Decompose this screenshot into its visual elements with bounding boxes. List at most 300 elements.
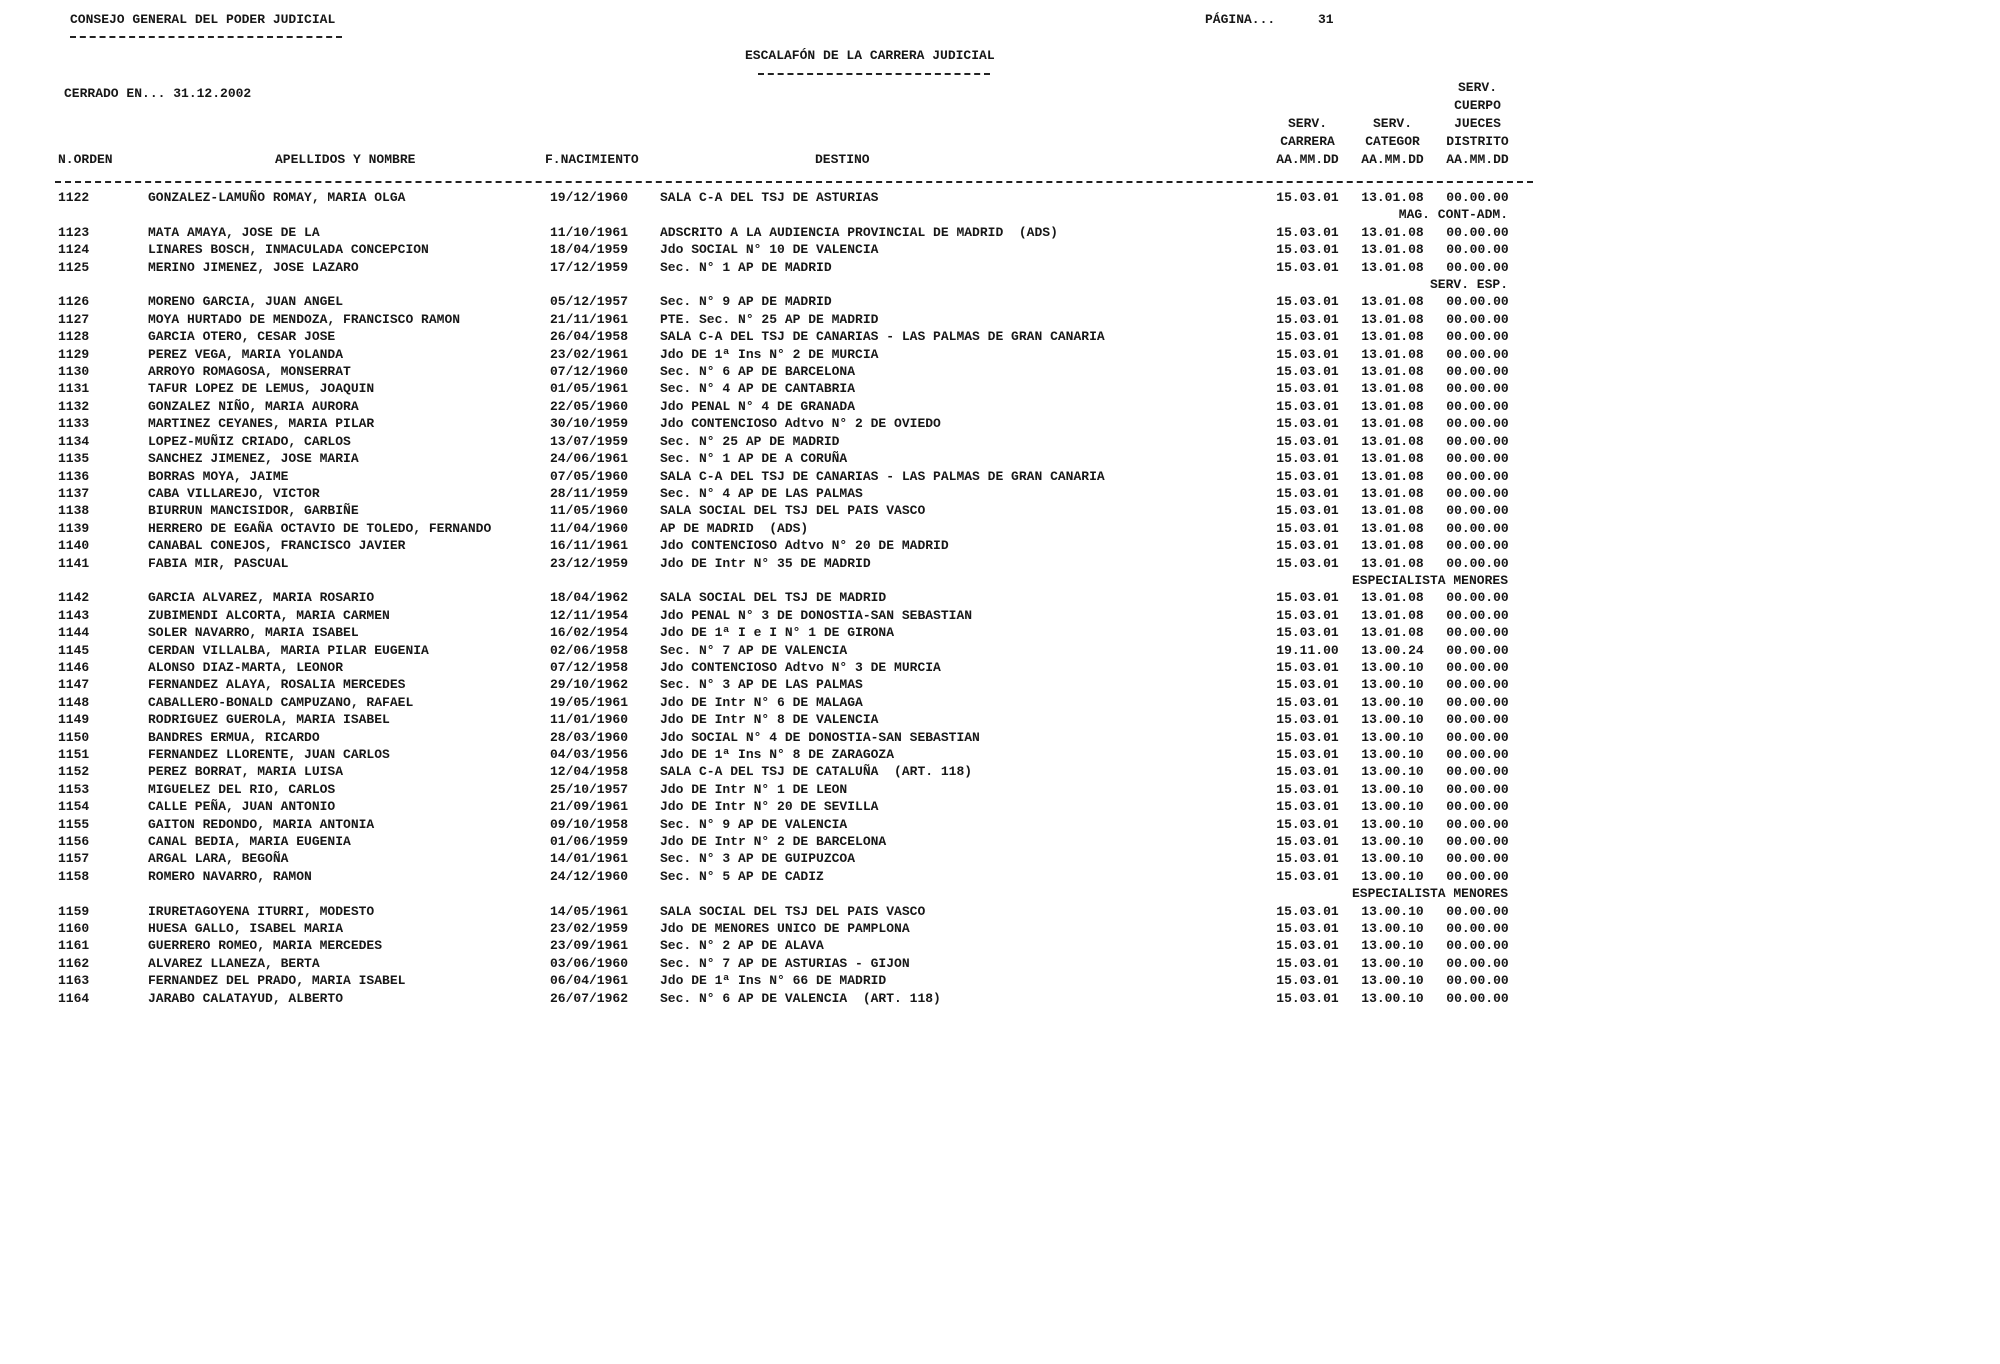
organization-title: CONSEJO GENERAL DEL PODER JUDICIAL — [70, 12, 336, 27]
col-header-distrito-line5: AA.MM.DD — [1446, 152, 1509, 167]
cell-n: 1149 — [58, 712, 90, 728]
table-row — [0, 399, 2000, 416]
cell-n: 1144 — [58, 625, 90, 641]
cell-c2: 13.00.10 — [1361, 729, 1424, 745]
cell-name: LOPEZ-MUÑIZ CRIADO, CARLOS — [148, 433, 351, 449]
cell-name: BIURRUN MANCISIDOR, GARBIÑE — [148, 503, 359, 519]
cell-c3: 00.00.00 — [1446, 190, 1509, 205]
table-row — [0, 991, 2000, 1008]
cell-name: MATA AMAYA, JOSE DE LA — [148, 224, 320, 240]
cell-destino: SALA C-A DEL TSJ DE CANARIAS - LAS PALMAS DE GRAN CANARIA — [660, 329, 1105, 345]
table-row — [0, 521, 2000, 538]
table-row — [0, 660, 2000, 677]
cell-name: GAITON REDONDO, MARIA ANTONIA — [148, 816, 375, 832]
cell-c2: 13.01.08 — [1361, 503, 1424, 519]
cell-c1: 15.03.01 — [1276, 485, 1339, 501]
table-row — [0, 747, 2000, 764]
cell-c3: 00.00.00 — [1446, 625, 1509, 641]
cell-c2: 13.01.08 — [1361, 381, 1424, 397]
cell-c2: 13.00.10 — [1361, 955, 1424, 971]
cell-destino: Sec. N° 2 AP DE ALAVA — [660, 938, 824, 954]
cell-c2: 13.00.10 — [1361, 851, 1424, 867]
cell-birth: 04/03/1956 — [550, 747, 629, 762]
cell-c3: 00.00.00 — [1446, 398, 1509, 414]
cell-n: 1136 — [58, 468, 90, 484]
cell-c3: 00.00.00 — [1446, 346, 1509, 362]
cell-c3: 00.00.00 — [1446, 433, 1509, 449]
cell-c3: 00.00.00 — [1446, 747, 1509, 762]
cell-destino: Sec. N° 7 AP DE VALENCIA — [660, 642, 848, 658]
cell-name: IRURETAGOYENA ITURRI, MODESTO — [148, 903, 375, 919]
cell-c1: 15.03.01 — [1276, 329, 1339, 345]
cell-name: SANCHEZ JIMENEZ, JOSE MARIA — [148, 451, 359, 467]
table-row — [0, 486, 2000, 503]
cell-name: GONZALEZ-LAMUÑO ROMAY, MARIA OLGA — [148, 190, 406, 205]
cell-c1: 15.03.01 — [1276, 416, 1339, 432]
cell-destino: Jdo DE Intr N° 8 DE VALENCIA — [660, 712, 879, 728]
cell-name: CABA VILLAREJO, VICTOR — [148, 485, 320, 501]
col-header-destino: DESTINO — [815, 152, 870, 167]
col-header-distrito-line4: DISTRITO — [1446, 134, 1509, 149]
cell-name: FERNANDEZ LLORENTE, JUAN CARLOS — [148, 747, 390, 762]
cell-c3: 00.00.00 — [1446, 834, 1509, 850]
cell-name: JARABO CALATAYUD, ALBERTO — [148, 990, 344, 1006]
note-row — [0, 886, 2000, 903]
cell-destino: Jdo DE 1ª Ins N° 66 DE MADRID — [660, 973, 887, 989]
cell-birth: 03/06/1960 — [550, 955, 629, 971]
cell-name: CABALLERO-BONALD CAMPUZANO, RAFAEL — [148, 694, 414, 710]
cell-name: GARCIA OTERO, CESAR JOSE — [148, 329, 336, 345]
cell-name: HUESA GALLO, ISABEL MARIA — [148, 921, 344, 937]
cell-destino: Jdo PENAL N° 3 DE DONOSTIA-SAN SEBASTIAN — [660, 607, 973, 623]
cell-n: 1137 — [58, 485, 90, 501]
cell-birth: 13/07/1959 — [550, 433, 629, 449]
cell-destino: Sec. N° 1 AP DE A CORUÑA — [660, 451, 848, 467]
cell-c2: 13.01.08 — [1361, 416, 1424, 432]
cell-c1: 15.03.01 — [1276, 607, 1339, 623]
cell-c1: 15.03.01 — [1276, 242, 1339, 258]
col-header-categor-line3: AA.MM.DD — [1361, 152, 1424, 167]
cell-birth: 24/12/1960 — [550, 868, 629, 884]
col-header-carrera-line3: AA.MM.DD — [1276, 152, 1339, 167]
category-note: SERV. ESP. — [1429, 277, 1508, 293]
cell-destino: Jdo DE MENORES UNICO DE PAMPLONA — [660, 921, 910, 937]
cell-n: 1155 — [58, 816, 90, 832]
cell-birth: 07/12/1960 — [550, 364, 629, 380]
cell-destino: Sec. N° 9 AP DE MADRID — [660, 294, 832, 310]
cell-destino: PTE. Sec. N° 25 AP DE MADRID — [660, 311, 879, 327]
cell-c3: 00.00.00 — [1446, 364, 1509, 380]
cell-birth: 23/12/1959 — [550, 555, 629, 571]
cell-c3: 00.00.00 — [1446, 712, 1509, 728]
table-row — [0, 294, 2000, 311]
cell-c2: 13.01.08 — [1361, 242, 1424, 258]
cell-destino: Jdo DE Intr N° 1 DE LEON — [660, 781, 848, 797]
cell-c1: 15.03.01 — [1276, 729, 1339, 745]
table-row — [0, 712, 2000, 729]
cell-birth: 11/10/1961 — [550, 224, 629, 240]
cell-n: 1140 — [58, 538, 90, 554]
cell-c1: 15.03.01 — [1276, 364, 1339, 380]
cell-c2: 13.01.08 — [1361, 224, 1424, 240]
cell-birth: 09/10/1958 — [550, 816, 629, 832]
cell-c3: 00.00.00 — [1446, 799, 1509, 815]
cell-birth: 11/05/1960 — [550, 503, 629, 519]
cell-c1: 15.03.01 — [1276, 190, 1339, 205]
cell-n: 1150 — [58, 729, 90, 745]
cell-destino: SALA SOCIAL DEL TSJ DE MADRID — [660, 590, 887, 606]
table-row — [0, 851, 2000, 868]
cell-name: BORRAS MOYA, JAIME — [148, 468, 289, 484]
cell-c2: 13.00.10 — [1361, 990, 1424, 1006]
cell-n: 1152 — [58, 764, 90, 780]
cell-n: 1135 — [58, 451, 90, 467]
cell-n: 1129 — [58, 346, 90, 362]
cell-c2: 13.01.08 — [1361, 625, 1424, 641]
category-note: ESPECIALISTA MENORES — [1351, 886, 1508, 902]
cell-c3: 00.00.00 — [1446, 677, 1509, 693]
cell-c2: 13.01.08 — [1361, 468, 1424, 484]
table-row — [0, 799, 2000, 816]
cell-birth: 12/11/1954 — [550, 607, 629, 623]
cell-c3: 00.00.00 — [1446, 242, 1509, 258]
cell-birth: 11/04/1960 — [550, 520, 629, 536]
cell-c2: 13.01.08 — [1361, 259, 1424, 275]
cell-c2: 13.01.08 — [1361, 451, 1424, 467]
cell-c2: 13.01.08 — [1361, 607, 1424, 623]
cell-c3: 00.00.00 — [1446, 485, 1509, 501]
cell-n: 1133 — [58, 416, 90, 432]
table-row — [0, 469, 2000, 486]
cell-name: ALONSO DIAZ-MARTA, LEONOR — [148, 659, 344, 675]
cell-c1: 15.03.01 — [1276, 555, 1339, 571]
cell-c1: 15.03.01 — [1276, 747, 1339, 762]
cell-c1: 15.03.01 — [1276, 503, 1339, 519]
cell-birth: 17/12/1959 — [550, 259, 629, 275]
cell-n: 1147 — [58, 677, 90, 693]
cell-c3: 00.00.00 — [1446, 224, 1509, 240]
cell-birth: 16/02/1954 — [550, 625, 629, 641]
cell-destino: Jdo DE Intr N° 35 DE MADRID — [660, 555, 871, 571]
cell-name: FERNANDEZ DEL PRADO, MARIA ISABEL — [148, 973, 406, 989]
cell-n: 1142 — [58, 590, 90, 606]
cell-c3: 00.00.00 — [1446, 868, 1509, 884]
page-label: PÁGINA... — [1205, 12, 1276, 27]
table-row — [0, 869, 2000, 886]
cell-n: 1153 — [58, 781, 90, 797]
cell-c1: 15.03.01 — [1276, 816, 1339, 832]
table-row — [0, 312, 2000, 329]
cell-c3: 00.00.00 — [1446, 555, 1509, 571]
table-row — [0, 242, 2000, 259]
cell-name: GUERRERO ROMEO, MARIA MERCEDES — [148, 938, 383, 954]
cell-destino: Jdo SOCIAL N° 10 DE VALENCIA — [660, 242, 879, 258]
cell-c2: 13.00.10 — [1361, 694, 1424, 710]
cell-name: BANDRES ERMUA, RICARDO — [148, 729, 320, 745]
cell-n: 1157 — [58, 851, 90, 867]
col-header-categor-line2: CATEGOR — [1365, 134, 1420, 149]
cell-c2: 13.00.10 — [1361, 799, 1424, 815]
cell-c3: 00.00.00 — [1446, 955, 1509, 971]
table-row — [0, 643, 2000, 660]
cell-c3: 00.00.00 — [1446, 294, 1509, 310]
cell-c2: 13.00.10 — [1361, 903, 1424, 919]
cell-name: SOLER NAVARRO, MARIA ISABEL — [148, 625, 359, 641]
cell-destino: Jdo CONTENCIOSO Adtvo N° 3 DE MURCIA — [660, 659, 941, 675]
cell-c1: 15.03.01 — [1276, 468, 1339, 484]
cell-c1: 15.03.01 — [1276, 625, 1339, 641]
cell-c2: 13.00.10 — [1361, 781, 1424, 797]
col-header-categor-line1: SERV. — [1372, 116, 1412, 131]
cell-birth: 26/07/1962 — [550, 990, 629, 1006]
cell-c1: 15.03.01 — [1276, 259, 1339, 275]
cell-birth: 07/12/1958 — [550, 659, 629, 675]
cell-birth: 23/09/1961 — [550, 938, 629, 954]
cell-destino: Sec. N° 5 AP DE CADIZ — [660, 868, 824, 884]
cell-destino: Sec. N° 4 AP DE CANTABRIA — [660, 381, 856, 397]
cell-c2: 13.01.08 — [1361, 398, 1424, 414]
cell-birth: 29/10/1962 — [550, 677, 629, 693]
cell-c2: 13.01.08 — [1361, 590, 1424, 606]
cell-c1: 19.11.00 — [1276, 642, 1339, 658]
cell-c2: 13.01.08 — [1361, 346, 1424, 362]
cell-name: FABIA MIR, PASCUAL — [148, 555, 289, 571]
table-row — [0, 434, 2000, 451]
cell-c1: 15.03.01 — [1276, 938, 1339, 954]
cell-c1: 15.03.01 — [1276, 764, 1339, 780]
table-row — [0, 538, 2000, 555]
cell-c2: 13.00.10 — [1361, 868, 1424, 884]
col-header-apellidos-nombre: APELLIDOS Y NOMBRE — [275, 152, 416, 167]
cell-birth: 19/12/1960 — [550, 190, 629, 205]
header-separator-line — [55, 181, 1533, 183]
cell-name: MERINO JIMENEZ, JOSE LAZARO — [148, 259, 359, 275]
cell-name: MARTINEZ CEYANES, MARIA PILAR — [148, 416, 375, 432]
cell-c3: 00.00.00 — [1446, 990, 1509, 1006]
cell-name: RODRIGUEZ GUEROLA, MARIA ISABEL — [148, 712, 390, 728]
cell-n: 1146 — [58, 659, 90, 675]
cell-c2: 13.00.10 — [1361, 834, 1424, 850]
cell-destino: SALA SOCIAL DEL TSJ DEL PAIS VASCO — [660, 503, 926, 519]
cell-c1: 15.03.01 — [1276, 955, 1339, 971]
cell-name: FERNANDEZ ALAYA, ROSALIA MERCEDES — [148, 677, 406, 693]
cell-birth: 06/04/1961 — [550, 973, 629, 989]
cell-c1: 15.03.01 — [1276, 538, 1339, 554]
cell-c2: 13.01.08 — [1361, 538, 1424, 554]
cell-c2: 13.00.10 — [1361, 747, 1424, 762]
col-header-carrera-line1: SERV. — [1287, 116, 1327, 131]
cell-name: CANAL BEDIA, MARIA EUGENIA — [148, 834, 351, 850]
cell-n: 1126 — [58, 294, 90, 310]
table-row — [0, 556, 2000, 573]
note-row — [0, 277, 2000, 294]
cell-destino: Sec. N° 25 AP DE MADRID — [660, 433, 840, 449]
cell-n: 1164 — [58, 990, 90, 1006]
cell-n: 1131 — [58, 381, 90, 397]
cell-c2: 13.00.10 — [1361, 764, 1424, 780]
table-row — [0, 190, 2000, 207]
closed-date-label: CERRADO EN... 31.12.2002 — [64, 86, 252, 101]
cell-c1: 15.03.01 — [1276, 398, 1339, 414]
cell-birth: 12/04/1958 — [550, 764, 629, 780]
page-number: 31 — [1318, 12, 1334, 27]
cell-destino: Sec. N° 9 AP DE VALENCIA — [660, 816, 848, 832]
cell-c2: 13.00.10 — [1361, 938, 1424, 954]
table-row — [0, 364, 2000, 381]
table-row — [0, 225, 2000, 242]
table-row — [0, 608, 2000, 625]
cell-destino: Sec. N° 3 AP DE LAS PALMAS — [660, 677, 863, 693]
cell-c1: 15.03.01 — [1276, 834, 1339, 850]
table-row — [0, 677, 2000, 694]
table-row — [0, 625, 2000, 642]
cell-destino: Jdo DE 1ª I e I N° 1 DE GIRONA — [660, 625, 895, 641]
cell-name: HERRERO DE EGAÑA OCTAVIO DE TOLEDO, FERNANDO — [148, 520, 492, 536]
cell-c3: 00.00.00 — [1446, 329, 1509, 345]
cell-n: 1148 — [58, 694, 90, 710]
cell-birth: 05/12/1957 — [550, 294, 629, 310]
cell-name: ROMERO NAVARRO, RAMON — [148, 868, 312, 884]
cell-c2: 13.01.08 — [1361, 433, 1424, 449]
cell-c3: 00.00.00 — [1446, 659, 1509, 675]
cell-c1: 15.03.01 — [1276, 851, 1339, 867]
table-row — [0, 782, 2000, 799]
cell-n: 1141 — [58, 555, 90, 571]
cell-name: LINARES BOSCH, INMACULADA CONCEPCION — [148, 242, 429, 258]
cell-c3: 00.00.00 — [1446, 903, 1509, 919]
cell-n: 1161 — [58, 938, 90, 954]
cell-c1: 15.03.01 — [1276, 520, 1339, 536]
cell-n: 1123 — [58, 224, 90, 240]
cell-c1: 15.03.01 — [1276, 677, 1339, 693]
cell-birth: 28/03/1960 — [550, 729, 629, 745]
table-row — [0, 956, 2000, 973]
cell-c3: 00.00.00 — [1446, 416, 1509, 432]
cell-c1: 15.03.01 — [1276, 903, 1339, 919]
cell-destino: AP DE MADRID (ADS) — [660, 520, 809, 536]
document-title-underline — [758, 73, 990, 75]
cell-birth: 18/04/1962 — [550, 590, 629, 606]
cell-name: MORENO GARCIA, JUAN ANGEL — [148, 294, 344, 310]
cell-n: 1125 — [58, 259, 90, 275]
cell-destino: Jdo DE 1ª Ins N° 8 DE ZARAGOZA — [660, 747, 895, 762]
cell-name: ALVAREZ LLANEZA, BERTA — [148, 955, 320, 971]
table-row — [0, 938, 2000, 955]
table-body — [0, 190, 2000, 1008]
cell-c1: 15.03.01 — [1276, 659, 1339, 675]
cell-name: PEREZ BORRAT, MARIA LUISA — [148, 764, 344, 780]
cell-birth: 18/04/1959 — [550, 242, 629, 258]
cell-c3: 00.00.00 — [1446, 921, 1509, 937]
cell-c2: 13.01.08 — [1361, 311, 1424, 327]
table-row — [0, 904, 2000, 921]
cell-birth: 23/02/1961 — [550, 346, 629, 362]
cell-birth: 21/09/1961 — [550, 799, 629, 815]
cell-n: 1138 — [58, 503, 90, 519]
cell-birth: 28/11/1959 — [550, 485, 629, 501]
cell-destino: Sec. N° 4 AP DE LAS PALMAS — [660, 485, 863, 501]
cell-c3: 00.00.00 — [1446, 311, 1509, 327]
cell-c2: 13.01.08 — [1361, 190, 1424, 205]
col-header-distrito-line2: CUERPO — [1454, 98, 1501, 113]
table-row — [0, 921, 2000, 938]
cell-c3: 00.00.00 — [1446, 468, 1509, 484]
col-header-distrito-line3: JUECES — [1454, 116, 1501, 131]
cell-name: MOYA HURTADO DE MENDOZA, FRANCISCO RAMON — [148, 311, 461, 327]
cell-birth: 01/05/1961 — [550, 381, 629, 397]
cell-destino: Sec. N° 7 AP DE ASTURIAS - GIJON — [660, 955, 910, 971]
cell-birth: 14/01/1961 — [550, 851, 629, 867]
cell-n: 1134 — [58, 433, 90, 449]
category-note: MAG. CONT-ADM. — [1398, 207, 1508, 223]
cell-c2: 13.01.08 — [1361, 520, 1424, 536]
cell-destino: SALA SOCIAL DEL TSJ DEL PAIS VASCO — [660, 903, 926, 919]
cell-c1: 15.03.01 — [1276, 590, 1339, 606]
cell-birth: 19/05/1961 — [550, 694, 629, 710]
cell-n: 1163 — [58, 973, 90, 989]
cell-name: CERDAN VILLALBA, MARIA PILAR EUGENIA — [148, 642, 429, 658]
table-row — [0, 695, 2000, 712]
cell-c2: 13.00.10 — [1361, 659, 1424, 675]
cell-c1: 15.03.01 — [1276, 224, 1339, 240]
cell-c1: 15.03.01 — [1276, 433, 1339, 449]
cell-n: 1156 — [58, 834, 90, 850]
cell-c1: 15.03.01 — [1276, 781, 1339, 797]
col-header-n-orden: N.ORDEN — [58, 152, 113, 167]
table-row — [0, 590, 2000, 607]
cell-n: 1158 — [58, 868, 90, 884]
cell-destino: Sec. N° 6 AP DE BARCELONA — [660, 364, 856, 380]
cell-destino: Jdo CONTENCIOSO Adtvo N° 20 DE MADRID — [660, 538, 949, 554]
cell-n: 1130 — [58, 364, 90, 380]
cell-c2: 13.01.08 — [1361, 294, 1424, 310]
cell-c1: 15.03.01 — [1276, 712, 1339, 728]
note-row — [0, 573, 2000, 590]
cell-c3: 00.00.00 — [1446, 694, 1509, 710]
cell-c1: 15.03.01 — [1276, 451, 1339, 467]
cell-destino: Jdo DE Intr N° 2 DE BARCELONA — [660, 834, 887, 850]
cell-name: ARGAL LARA, BEGOÑA — [148, 851, 289, 867]
cell-destino: Sec. N° 6 AP DE VALENCIA (ART. 118) — [660, 990, 941, 1006]
cell-n: 1143 — [58, 607, 90, 623]
cell-n: 1159 — [58, 903, 90, 919]
table-row — [0, 764, 2000, 781]
cell-c1: 15.03.01 — [1276, 868, 1339, 884]
table-row — [0, 503, 2000, 520]
cell-destino: SALA C-A DEL TSJ DE CANARIAS - LAS PALMAS DE GRAN CANARIA — [660, 468, 1105, 484]
cell-c1: 15.03.01 — [1276, 799, 1339, 815]
cell-name: GONZALEZ NIÑO, MARIA AURORA — [148, 398, 359, 414]
cell-destino: SALA C-A DEL TSJ DE CATALUÑA (ART. 118) — [660, 764, 973, 780]
cell-n: 1124 — [58, 242, 90, 258]
cell-destino: Jdo DE Intr N° 20 DE SEVILLA — [660, 799, 879, 815]
cell-c1: 15.03.01 — [1276, 694, 1339, 710]
cell-c1: 15.03.01 — [1276, 973, 1339, 989]
cell-c3: 00.00.00 — [1446, 816, 1509, 832]
cell-name: CALLE PEÑA, JUAN ANTONIO — [148, 799, 336, 815]
category-note: ESPECIALISTA MENORES — [1351, 572, 1508, 588]
cell-c2: 13.00.10 — [1361, 677, 1424, 693]
col-header-distrito-line1: SERV. — [1457, 80, 1497, 95]
cell-c3: 00.00.00 — [1446, 781, 1509, 797]
table-row — [0, 347, 2000, 364]
document-title: ESCALAFÓN DE LA CARRERA JUDICIAL — [745, 48, 995, 63]
table-row — [0, 973, 2000, 990]
cell-birth: 24/06/1961 — [550, 451, 629, 467]
cell-n: 1139 — [58, 520, 90, 536]
cell-c1: 15.03.01 — [1276, 990, 1339, 1006]
cell-c3: 00.00.00 — [1446, 642, 1509, 658]
